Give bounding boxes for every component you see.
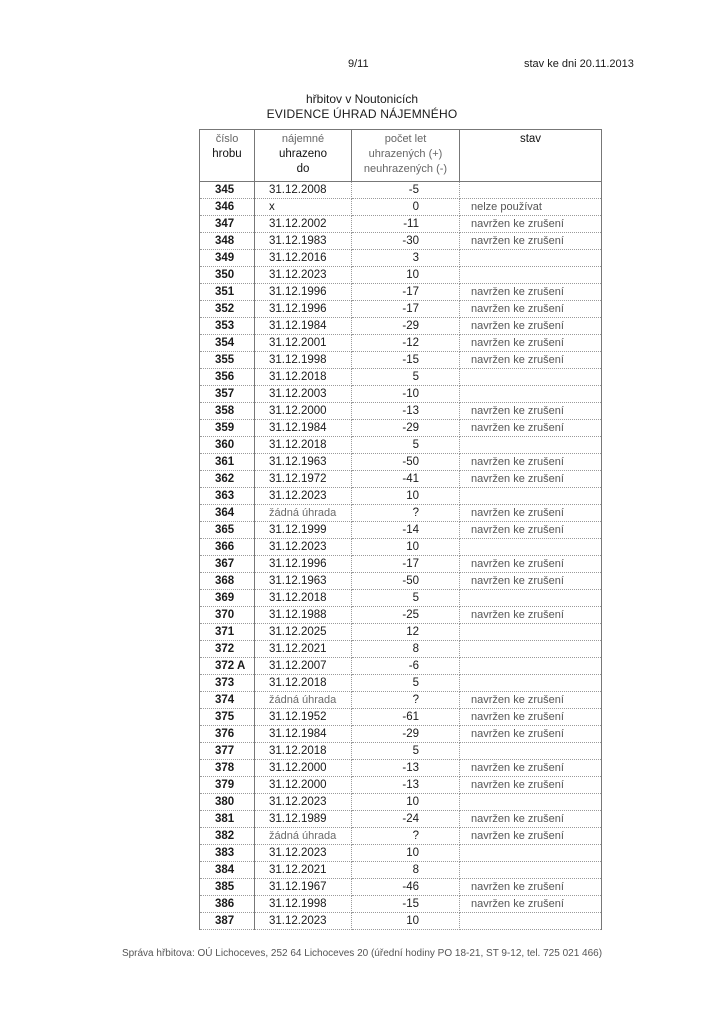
table-row [200, 454, 602, 471]
header-grave-number: číslo hrobu [200, 130, 255, 182]
table-row [200, 318, 602, 335]
grave-number: 371 [200, 624, 255, 641]
years-count: 5 [352, 369, 460, 386]
table-row [200, 896, 602, 913]
paid-until: 31.12.2018 [255, 675, 352, 692]
status: navržen ke zrušení [460, 828, 602, 845]
paid-until: 31.12.2007 [255, 658, 352, 675]
paid-until: 31.12.1989 [255, 811, 352, 828]
years-count: -12 [352, 335, 460, 352]
table-row [200, 811, 602, 828]
grave-number: 349 [200, 250, 255, 267]
paid-until: 31.12.2016 [255, 250, 352, 267]
grave-number: 387 [200, 913, 255, 930]
header-paid-until: nájemné uhrazeno do [255, 130, 352, 182]
paid-until: 31.12.2021 [255, 641, 352, 658]
paid-until: 31.12.2008 [255, 182, 352, 199]
years-count: 8 [352, 862, 460, 879]
status [460, 437, 602, 454]
years-count: 5 [352, 437, 460, 454]
paid-until: 31.12.2021 [255, 862, 352, 879]
table-row [200, 556, 602, 573]
grave-number: 355 [200, 352, 255, 369]
status: navržen ke zrušení [460, 318, 602, 335]
years-count: ? [352, 505, 460, 522]
table-row [200, 879, 602, 896]
status: navržen ke zrušení [460, 556, 602, 573]
table-row [200, 471, 602, 488]
grave-number: 348 [200, 233, 255, 250]
grave-number: 385 [200, 879, 255, 896]
years-count: -29 [352, 726, 460, 743]
status: navržen ke zrušení [460, 420, 602, 437]
table-row [200, 522, 602, 539]
grave-number: 345 [200, 182, 255, 199]
years-count: -24 [352, 811, 460, 828]
grave-number: 381 [200, 811, 255, 828]
grave-number: 362 [200, 471, 255, 488]
status: navržen ke zrušení [460, 777, 602, 794]
table-row [200, 335, 602, 352]
years-count: 10 [352, 845, 460, 862]
status [460, 743, 602, 760]
table-row [200, 437, 602, 454]
paid-until: 31.12.2018 [255, 437, 352, 454]
table-row [200, 505, 602, 522]
years-count: 5 [352, 675, 460, 692]
status: nelze používat [460, 199, 602, 216]
grave-number: 347 [200, 216, 255, 233]
paid-until: 31.12.1996 [255, 556, 352, 573]
years-count: -15 [352, 352, 460, 369]
grave-number: 350 [200, 267, 255, 284]
paid-until: 31.12.1984 [255, 318, 352, 335]
years-count: -46 [352, 879, 460, 896]
grave-number: 358 [200, 403, 255, 420]
document-subtitle: EVIDENCE ÚHRAD NÁJEMNÉHO [266, 107, 458, 121]
table-row [200, 607, 602, 624]
status: navržen ke zrušení [460, 607, 602, 624]
paid-until: 31.12.1999 [255, 522, 352, 539]
paid-until: 31.12.1952 [255, 709, 352, 726]
paid-until: 31.12.1963 [255, 454, 352, 471]
table-header-row [200, 130, 602, 182]
paid-until: 31.12.1983 [255, 233, 352, 250]
status: navržen ke zrušení [460, 471, 602, 488]
status [460, 658, 602, 675]
paid-until: 31.12.1996 [255, 284, 352, 301]
table-row [200, 658, 602, 675]
years-count: -17 [352, 556, 460, 573]
grave-number: 383 [200, 845, 255, 862]
years-count: -10 [352, 386, 460, 403]
table-row [200, 488, 602, 505]
table-row [200, 828, 602, 845]
paid-until: 31.12.2018 [255, 743, 352, 760]
grave-number: 357 [200, 386, 255, 403]
paid-until: žádná úhrada [255, 692, 352, 709]
status [460, 624, 602, 641]
status [460, 590, 602, 607]
years-count: -13 [352, 777, 460, 794]
years-count: 10 [352, 267, 460, 284]
status [460, 267, 602, 284]
grave-number: 382 [200, 828, 255, 845]
table-row [200, 692, 602, 709]
status [460, 488, 602, 505]
table-row [200, 233, 602, 250]
grave-number: 373 [200, 675, 255, 692]
status: navržen ke zrušení [460, 709, 602, 726]
grave-number: 377 [200, 743, 255, 760]
table-row [200, 267, 602, 284]
status: navržen ke zrušení [460, 505, 602, 522]
grave-number: 351 [200, 284, 255, 301]
status: navržen ke zrušení [460, 403, 602, 420]
grave-number: 353 [200, 318, 255, 335]
years-count: -50 [352, 454, 460, 471]
paid-until: 31.12.1967 [255, 879, 352, 896]
grave-number: 367 [200, 556, 255, 573]
years-count: -14 [352, 522, 460, 539]
status: navržen ke zrušení [460, 301, 602, 318]
paid-until: 31.12.2023 [255, 539, 352, 556]
payments-table [199, 129, 602, 930]
paid-until: 31.12.1998 [255, 896, 352, 913]
paid-until: 31.12.1972 [255, 471, 352, 488]
table-row [200, 862, 602, 879]
status: navržen ke zrušení [460, 896, 602, 913]
grave-number: 372 A [200, 658, 255, 675]
table-row [200, 284, 602, 301]
table-row [200, 369, 602, 386]
table-row [200, 743, 602, 760]
status [460, 845, 602, 862]
years-count: -13 [352, 403, 460, 420]
grave-number: 380 [200, 794, 255, 811]
paid-until: 31.12.2000 [255, 403, 352, 420]
paid-until: 31.12.1988 [255, 607, 352, 624]
years-count: 10 [352, 913, 460, 930]
grave-number: 368 [200, 573, 255, 590]
grave-number: 372 [200, 641, 255, 658]
table-row [200, 250, 602, 267]
status [460, 539, 602, 556]
paid-until: 31.12.2002 [255, 216, 352, 233]
grave-number: 365 [200, 522, 255, 539]
grave-number: 354 [200, 335, 255, 352]
page-number: 9/11 [348, 58, 369, 70]
years-count: 12 [352, 624, 460, 641]
table-row [200, 352, 602, 369]
grave-number: 378 [200, 760, 255, 777]
table-row [200, 777, 602, 794]
status: navržen ke zrušení [460, 352, 602, 369]
paid-until: 31.12.1984 [255, 726, 352, 743]
paid-until: 31.12.1984 [255, 420, 352, 437]
status [460, 386, 602, 403]
grave-number: 366 [200, 539, 255, 556]
years-count: -6 [352, 658, 460, 675]
status: navržen ke zrušení [460, 454, 602, 471]
grave-number: 369 [200, 590, 255, 607]
status [460, 862, 602, 879]
status [460, 369, 602, 386]
status [460, 182, 602, 199]
grave-number: 359 [200, 420, 255, 437]
table-row [200, 845, 602, 862]
paid-until: 31.12.2018 [255, 590, 352, 607]
years-count: ? [352, 692, 460, 709]
years-count: 10 [352, 539, 460, 556]
paid-until: 31.12.1998 [255, 352, 352, 369]
years-count: -13 [352, 760, 460, 777]
years-count: 8 [352, 641, 460, 658]
years-count: -25 [352, 607, 460, 624]
paid-until: 31.12.1996 [255, 301, 352, 318]
status [460, 675, 602, 692]
status: navržen ke zrušení [460, 216, 602, 233]
footer-contact: Správa hřbitova: OÚ Lichoceves, 252 64 Lichoceves 20 (úřední hodiny PO 18-21, ST 9-12, tel. 725 021 466) [121, 948, 603, 959]
status: navržen ke zrušení [460, 692, 602, 709]
paid-until: 31.12.2018 [255, 369, 352, 386]
grave-number: 364 [200, 505, 255, 522]
table-row [200, 573, 602, 590]
table-row [200, 675, 602, 692]
paid-until: 31.12.2000 [255, 760, 352, 777]
status: navržen ke zrušení [460, 335, 602, 352]
table-row [200, 709, 602, 726]
paid-until: 31.12.2001 [255, 335, 352, 352]
header-years: počet let uhrazených (+) neuhrazených (-) [352, 130, 460, 182]
grave-number: 376 [200, 726, 255, 743]
status [460, 913, 602, 930]
table-row [200, 913, 602, 930]
paid-until: 31.12.2000 [255, 777, 352, 794]
paid-until: 31.12.2023 [255, 267, 352, 284]
paid-until: žádná úhrada [255, 828, 352, 845]
years-count: -30 [352, 233, 460, 250]
grave-number: 375 [200, 709, 255, 726]
status: navržen ke zrušení [460, 284, 602, 301]
status: navržen ke zrušení [460, 522, 602, 539]
status: navržen ke zrušení [460, 233, 602, 250]
grave-number: 384 [200, 862, 255, 879]
status [460, 250, 602, 267]
years-count: -5 [352, 182, 460, 199]
grave-number: 346 [200, 199, 255, 216]
grave-number: 363 [200, 488, 255, 505]
status [460, 794, 602, 811]
status: navržen ke zrušení [460, 811, 602, 828]
grave-number: 360 [200, 437, 255, 454]
table-row [200, 403, 602, 420]
years-count: -61 [352, 709, 460, 726]
years-count: ? [352, 828, 460, 845]
grave-number: 356 [200, 369, 255, 386]
table-row [200, 590, 602, 607]
paid-until: 31.12.2003 [255, 386, 352, 403]
years-count: -29 [352, 420, 460, 437]
years-count: 10 [352, 794, 460, 811]
paid-until: x [255, 199, 352, 216]
status: navržen ke zrušení [460, 726, 602, 743]
paid-until: 31.12.2025 [255, 624, 352, 641]
grave-number: 374 [200, 692, 255, 709]
years-count: 3 [352, 250, 460, 267]
years-count: 5 [352, 590, 460, 607]
grave-number: 370 [200, 607, 255, 624]
years-count: -17 [352, 301, 460, 318]
table-row [200, 624, 602, 641]
table-body [200, 182, 602, 930]
status: navržen ke zrušení [460, 573, 602, 590]
paid-until: 31.12.2023 [255, 488, 352, 505]
paid-until: 31.12.2023 [255, 913, 352, 930]
years-count: 0 [352, 199, 460, 216]
years-count: 5 [352, 743, 460, 760]
paid-until: 31.12.1963 [255, 573, 352, 590]
status-date: stav ke dni 20.11.2013 [524, 58, 634, 70]
table-row [200, 794, 602, 811]
table-row [200, 539, 602, 556]
table-row [200, 760, 602, 777]
grave-number: 352 [200, 301, 255, 318]
table-row [200, 726, 602, 743]
years-count: -17 [352, 284, 460, 301]
paid-until: 31.12.2023 [255, 845, 352, 862]
years-count: -50 [352, 573, 460, 590]
table-row [200, 386, 602, 403]
years-count: -29 [352, 318, 460, 335]
status: navržen ke zrušení [460, 879, 602, 896]
header-status: stav [460, 130, 602, 182]
status [460, 641, 602, 658]
table-row [200, 216, 602, 233]
years-count: 10 [352, 488, 460, 505]
paid-until: žádná úhrada [255, 505, 352, 522]
table-row [200, 641, 602, 658]
table-row [200, 420, 602, 437]
grave-number: 379 [200, 777, 255, 794]
document-title: hřbitov v Noutonicích [305, 92, 419, 106]
table-row [200, 301, 602, 318]
years-count: -15 [352, 896, 460, 913]
paid-until: 31.12.2023 [255, 794, 352, 811]
grave-number: 386 [200, 896, 255, 913]
years-count: -11 [352, 216, 460, 233]
table-row [200, 182, 602, 199]
years-count: -41 [352, 471, 460, 488]
status: navržen ke zrušení [460, 760, 602, 777]
grave-number: 361 [200, 454, 255, 471]
table-row [200, 199, 602, 216]
